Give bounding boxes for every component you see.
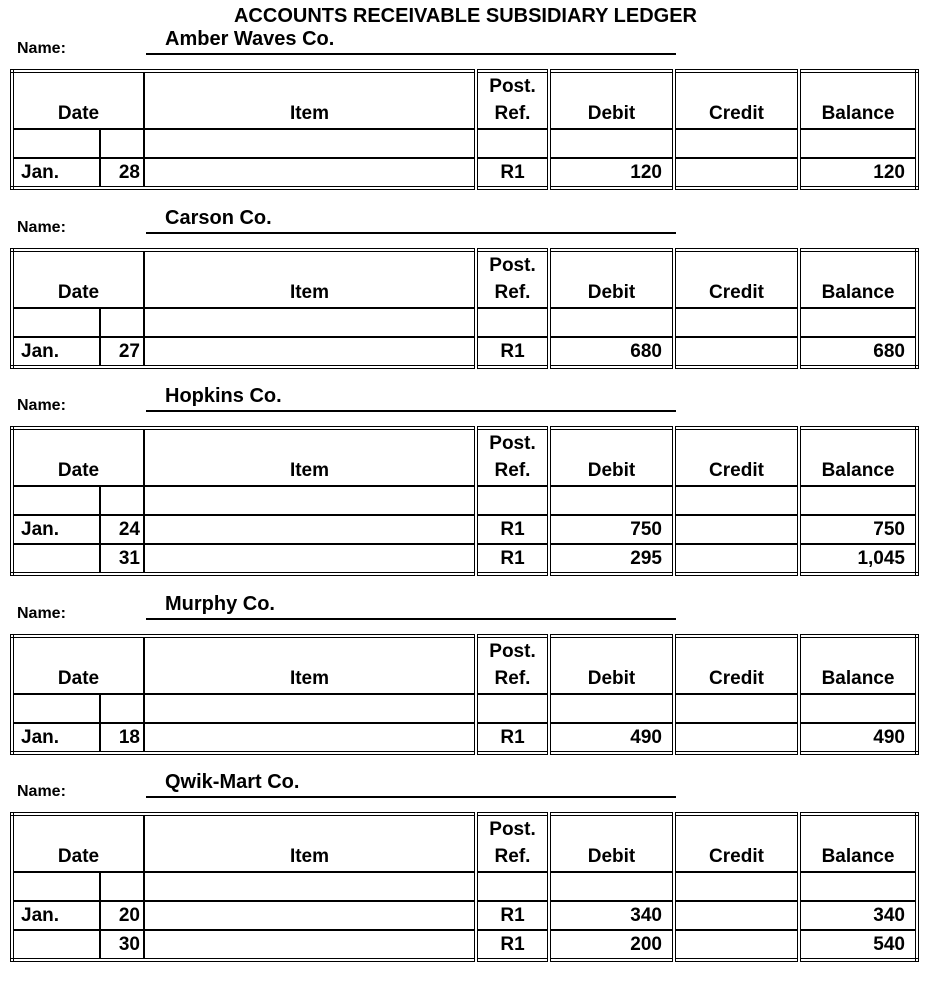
blank-cell [144, 694, 476, 723]
blank-cell [476, 486, 549, 515]
balance-header: Balance [799, 636, 917, 694]
name-label: Name: [17, 783, 66, 800]
post-label: Post. [489, 76, 536, 97]
day-cell: 18 [100, 723, 144, 753]
credit-cell [674, 544, 799, 574]
blank-cell [144, 486, 476, 515]
blank-cell [674, 694, 799, 723]
month-cell [12, 930, 100, 960]
credit-cell [674, 723, 799, 753]
table-row [12, 930, 917, 960]
item-cell [144, 158, 476, 188]
credit-cell [674, 930, 799, 960]
day-cell: 24 [100, 515, 144, 544]
debit-cell: 680 [549, 337, 674, 367]
day-cell: 28 [100, 158, 144, 188]
date-header: Date [12, 250, 144, 308]
blank-cell [674, 872, 799, 901]
blank-cell [674, 129, 799, 158]
blank-row [12, 308, 917, 337]
credit-header: Credit [674, 814, 799, 872]
day-cell: 20 [100, 901, 144, 930]
balance-cell: 680 [799, 337, 917, 367]
post-ref-cell: R1 [476, 901, 549, 930]
balance-cell: 120 [799, 158, 917, 188]
debit-cell: 340 [549, 901, 674, 930]
item-cell [144, 337, 476, 367]
blank-row [12, 486, 917, 515]
item-header: Item [144, 428, 476, 486]
date-header: Date [12, 428, 144, 486]
name-label: Name: [17, 40, 66, 57]
day-cell: 30 [100, 930, 144, 960]
blank-cell [12, 129, 100, 158]
name-label: Name: [17, 219, 66, 236]
item-header: Item [144, 250, 476, 308]
header-row [12, 250, 917, 308]
blank-cell [476, 694, 549, 723]
post-ref-cell: R1 [476, 544, 549, 574]
account-ledger [0, 593, 931, 748]
blank-cell [799, 129, 917, 158]
page-title: ACCOUNTS RECEIVABLE SUBSIDIARY LEDGER [233, 5, 697, 27]
item-cell [144, 515, 476, 544]
account-name: Murphy Co. [165, 593, 275, 615]
account-name: Qwik-Mart Co. [165, 771, 300, 793]
table-row [12, 544, 917, 574]
blank-cell [100, 486, 144, 515]
account-name-row [0, 207, 931, 248]
blank-cell [549, 872, 674, 901]
account-name-row [0, 771, 931, 812]
blank-row [12, 694, 917, 723]
header-row [12, 636, 917, 694]
blank-cell [144, 872, 476, 901]
balance-cell: 540 [799, 930, 917, 960]
blank-cell [799, 872, 917, 901]
blank-cell [100, 308, 144, 337]
blank-cell [799, 486, 917, 515]
blank-cell [549, 308, 674, 337]
header-row [12, 428, 917, 486]
ref-label: Ref. [494, 282, 531, 303]
post-ref-header [476, 428, 549, 486]
date-header: Date [12, 636, 144, 694]
blank-cell [144, 129, 476, 158]
post-label: Post. [489, 255, 536, 276]
credit-cell [674, 337, 799, 367]
blank-cell [799, 694, 917, 723]
table-row [12, 158, 917, 188]
account-name: Amber Waves Co. [165, 28, 335, 50]
balance-cell: 1,045 [799, 544, 917, 574]
blank-cell [12, 486, 100, 515]
debit-cell: 490 [549, 723, 674, 753]
balance-cell: 490 [799, 723, 917, 753]
debit-header: Debit [549, 636, 674, 694]
blank-cell [674, 308, 799, 337]
blank-cell [12, 308, 100, 337]
debit-cell: 200 [549, 930, 674, 960]
month-cell: Jan. [12, 515, 100, 544]
balance-cell: 750 [799, 515, 917, 544]
credit-cell [674, 515, 799, 544]
blank-cell [476, 872, 549, 901]
post-ref-cell: R1 [476, 337, 549, 367]
credit-header: Credit [674, 428, 799, 486]
item-cell [144, 723, 476, 753]
post-ref-cell: R1 [476, 158, 549, 188]
table-row [12, 901, 917, 930]
post-ref-header [476, 814, 549, 872]
date-header: Date [12, 71, 144, 129]
blank-cell [476, 308, 549, 337]
debit-cell: 295 [549, 544, 674, 574]
account-name: Carson Co. [165, 207, 272, 229]
account-ledger [0, 28, 931, 183]
post-label: Post. [489, 819, 536, 840]
month-cell: Jan. [12, 337, 100, 367]
month-cell [12, 544, 100, 574]
item-cell [144, 544, 476, 574]
account-name-row [0, 28, 931, 69]
item-header: Item [144, 636, 476, 694]
month-cell: Jan. [12, 901, 100, 930]
account-ledger [0, 385, 931, 569]
blank-cell [12, 872, 100, 901]
ledger-table [10, 634, 919, 755]
post-ref-cell: R1 [476, 515, 549, 544]
credit-header: Credit [674, 71, 799, 129]
blank-cell [476, 129, 549, 158]
account-name-row [0, 593, 931, 634]
month-cell: Jan. [12, 723, 100, 753]
name-label: Name: [17, 605, 66, 622]
blank-cell [674, 486, 799, 515]
blank-cell [549, 694, 674, 723]
blank-cell [144, 308, 476, 337]
credit-header: Credit [674, 250, 799, 308]
header-row [12, 814, 917, 872]
ref-label: Ref. [494, 103, 531, 124]
item-cell [144, 930, 476, 960]
blank-cell [100, 872, 144, 901]
post-label: Post. [489, 641, 536, 662]
ledger-table [10, 812, 919, 962]
table-row [12, 723, 917, 753]
name-label: Name: [17, 397, 66, 414]
blank-row [12, 129, 917, 158]
blank-cell [100, 129, 144, 158]
credit-header: Credit [674, 636, 799, 694]
blank-cell [100, 694, 144, 723]
ledger-table [10, 248, 919, 369]
post-ref-cell: R1 [476, 930, 549, 960]
header-row [12, 71, 917, 129]
post-ref-header [476, 636, 549, 694]
debit-header: Debit [549, 814, 674, 872]
ref-label: Ref. [494, 846, 531, 867]
item-cell [144, 901, 476, 930]
balance-header: Balance [799, 814, 917, 872]
account-name-row [0, 385, 931, 426]
balance-cell: 340 [799, 901, 917, 930]
blank-cell [12, 694, 100, 723]
debit-header: Debit [549, 71, 674, 129]
debit-cell: 120 [549, 158, 674, 188]
post-ref-header [476, 250, 549, 308]
credit-cell [674, 158, 799, 188]
ref-label: Ref. [494, 460, 531, 481]
month-cell: Jan. [12, 158, 100, 188]
balance-header: Balance [799, 71, 917, 129]
item-header: Item [144, 814, 476, 872]
ref-label: Ref. [494, 668, 531, 689]
balance-header: Balance [799, 250, 917, 308]
post-ref-header [476, 71, 549, 129]
day-cell: 27 [100, 337, 144, 367]
account-ledger [0, 771, 931, 955]
blank-cell [799, 308, 917, 337]
debit-header: Debit [549, 250, 674, 308]
blank-row [12, 872, 917, 901]
debit-header: Debit [549, 428, 674, 486]
balance-header: Balance [799, 428, 917, 486]
table-row [12, 515, 917, 544]
debit-cell: 750 [549, 515, 674, 544]
table-row [12, 337, 917, 367]
day-cell: 31 [100, 544, 144, 574]
item-header: Item [144, 71, 476, 129]
account-ledger [0, 207, 931, 362]
date-header: Date [12, 814, 144, 872]
ledger-table [10, 426, 919, 576]
post-ref-cell: R1 [476, 723, 549, 753]
ledger-table [10, 69, 919, 190]
blank-cell [549, 486, 674, 515]
blank-cell [549, 129, 674, 158]
post-label: Post. [489, 433, 536, 454]
credit-cell [674, 901, 799, 930]
account-name: Hopkins Co. [165, 385, 282, 407]
